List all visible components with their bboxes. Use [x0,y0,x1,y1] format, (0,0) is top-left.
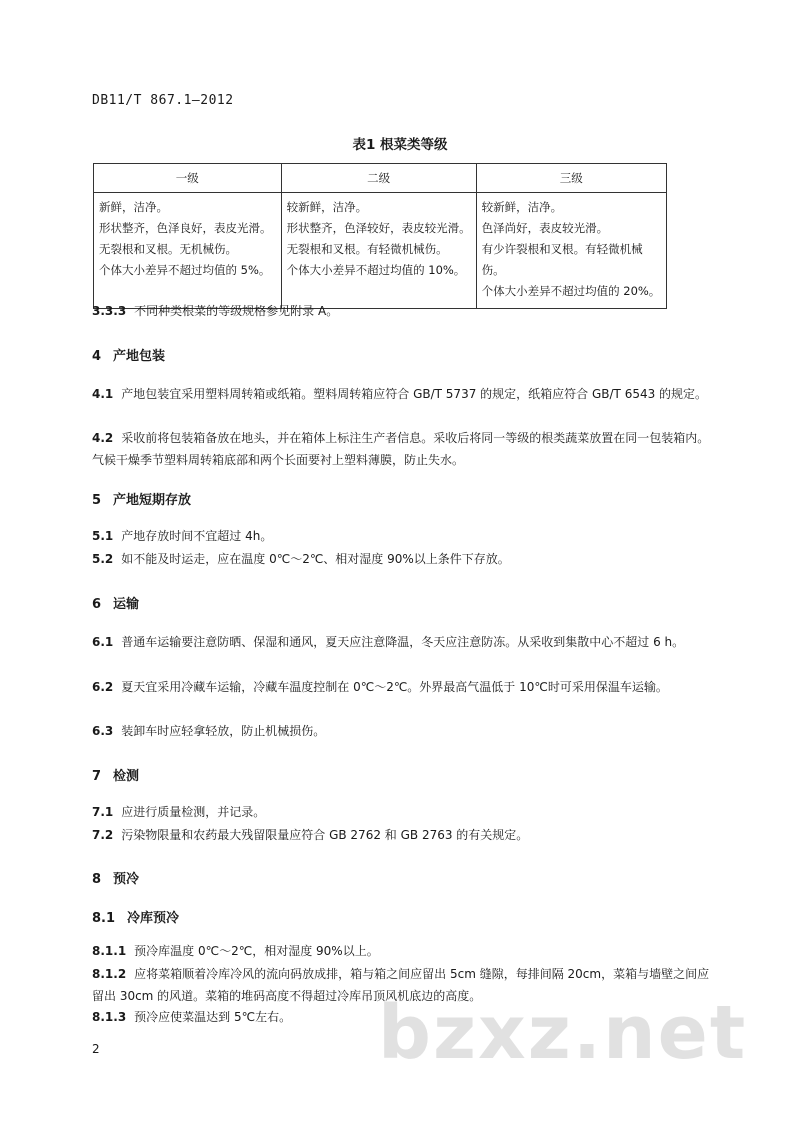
clause-number: 6.1 [92,635,114,649]
clause-3-3-3 [92,302,338,319]
clause-5-1 [92,527,272,544]
clause-number: 8.1.2 [92,967,127,981]
table-cell-grade-1 [94,193,282,309]
clause-text: 产地存放时间不宜超过 4h。 [121,529,273,543]
clause-text: 产地包装宜采用塑料周转箱或纸箱。塑料周转箱应符合 GB/T 5737 的规定，纸箱应符合 GB/T 6543 的规定。 [121,387,708,401]
clause-number: 8.1.3 [92,1010,127,1024]
clause-6-2 [92,676,712,698]
column-header: 一级 [94,164,282,193]
clause-number: 6.3 [92,724,114,738]
cell-line: 个体大小差异不超过均值的 5%。 [99,263,271,277]
clause-text: 如不能及时运走，应在温度 0℃～2℃、相对湿度 90%以上条件下存放。 [121,552,510,566]
table-header-row [94,164,667,193]
clause-8-1-1 [92,942,379,959]
clause-text: 普通车运输要注意防晒、保湿和通风，夏天应注意降温，冬天应注意防冻。从采收到集散中心不超过 6 h。 [121,635,685,649]
clause-6-3 [92,722,325,739]
watermark: bzxz.net [378,990,748,1076]
section-number: 8 [92,872,102,887]
clause-text: 夏天宜采用冷藏车运输，冷藏车温度控制在 0℃～2℃。外界最高气温低于 10℃时可采用保温车运输。 [121,680,668,694]
section-number: 5 [92,493,102,508]
section-title: 检测 [113,769,140,784]
cell-line: 个体大小差异不超过均值的 20%。 [481,284,661,298]
clause-number: 3.3.3 [92,304,127,318]
section-number: 4 [92,349,102,364]
column-header: 三级 [476,164,666,193]
section-title: 产地包装 [113,349,166,364]
cell-line: 无裂根和叉根。有轻微机械伤。 [286,242,448,256]
section-heading-4 [92,345,165,364]
clause-text: 污染物限量和农药最大残留限量应符合 GB 2762 和 GB 2763 的有关规定。 [121,828,529,842]
clause-text: 应进行质量检测，并记录。 [121,805,266,819]
clause-number: 4.1 [92,387,114,401]
subsection-heading-8-1 [92,907,179,926]
column-header: 二级 [281,164,476,193]
section-title: 产地短期存放 [113,493,192,508]
cell-line: 形状整齐，色泽较好，表皮较光滑。 [286,221,471,235]
clause-7-2 [92,826,528,843]
clause-number: 7.2 [92,828,114,842]
section-number: 7 [92,769,102,784]
clause-number: 4.2 [92,431,114,445]
cell-line: 较新鲜，洁净。 [481,200,563,214]
clause-number: 8.1.1 [92,944,127,958]
table-row [94,193,667,309]
grade-table [93,163,667,309]
section-title: 运输 [113,597,140,612]
cell-line: 新鲜，洁净。 [99,200,168,214]
clause-text: 预冷库温度 0℃～2℃，相对湿度 90%以上。 [134,944,379,958]
section-heading-5 [92,489,191,508]
section-heading-6 [92,593,139,612]
table-cell-grade-3 [476,193,666,309]
clause-8-1-3 [92,1008,291,1025]
clause-5-2 [92,550,510,567]
page-number: 2 [92,1042,100,1056]
document-code: DB11/T 867.1—2012 [92,93,234,108]
cell-line: 有少许裂根和叉根。有轻微机械伤。 [481,242,643,277]
section-title: 预冷 [113,872,140,887]
clause-4-2 [92,427,712,471]
clause-number: 5.1 [92,529,114,543]
clause-number: 5.2 [92,552,114,566]
clause-number: 6.2 [92,680,114,694]
clause-text: 采收前将包装箱备放在地头，并在箱体上标注生产者信息。采收后将同一等级的根类蔬菜放置在同一包装箱内。气候干燥季节塑料周转箱底部和两个长面要衬上塑料薄膜，防止失水。 [92,431,710,467]
cell-line: 较新鲜，洁净。 [286,200,368,214]
table-title: 表1 根菜类等级 [352,137,448,153]
clause-7-1 [92,803,265,820]
cell-line: 无裂根和叉根。无机械伤。 [99,242,237,256]
clause-text: 不同种类根菜的等级规格参见附录 A。 [134,304,339,318]
clause-4-1 [92,383,712,405]
clause-text: 应将菜箱顺着冷库冷风的流向码放成排，箱与箱之间应留出 5cm 缝隙，每排间隔 20cm，菜箱与墙壁之间应留出 30cm 的风道。菜箱的堆码高度不得超过冷库吊顶风机底边的高度。 [92,967,710,1003]
cell-line: 形状整齐，色泽良好，表皮光滑。 [99,221,272,235]
section-title: 冷库预冷 [127,911,180,926]
cell-line: 色泽尚好，表皮较光滑。 [481,221,609,235]
clause-text: 预冷应使菜温达到 5℃左右。 [134,1010,292,1024]
clause-number: 7.1 [92,805,114,819]
section-heading-7 [92,765,139,784]
table-cell-grade-2 [281,193,476,309]
clause-text: 装卸车时应轻拿轻放，防止机械损伤。 [121,724,326,738]
clause-6-1 [92,631,712,653]
section-number: 6 [92,597,102,612]
cell-line: 个体大小差异不超过均值的 10%。 [286,263,466,277]
section-number: 8.1 [92,911,116,926]
section-heading-8 [92,868,139,887]
